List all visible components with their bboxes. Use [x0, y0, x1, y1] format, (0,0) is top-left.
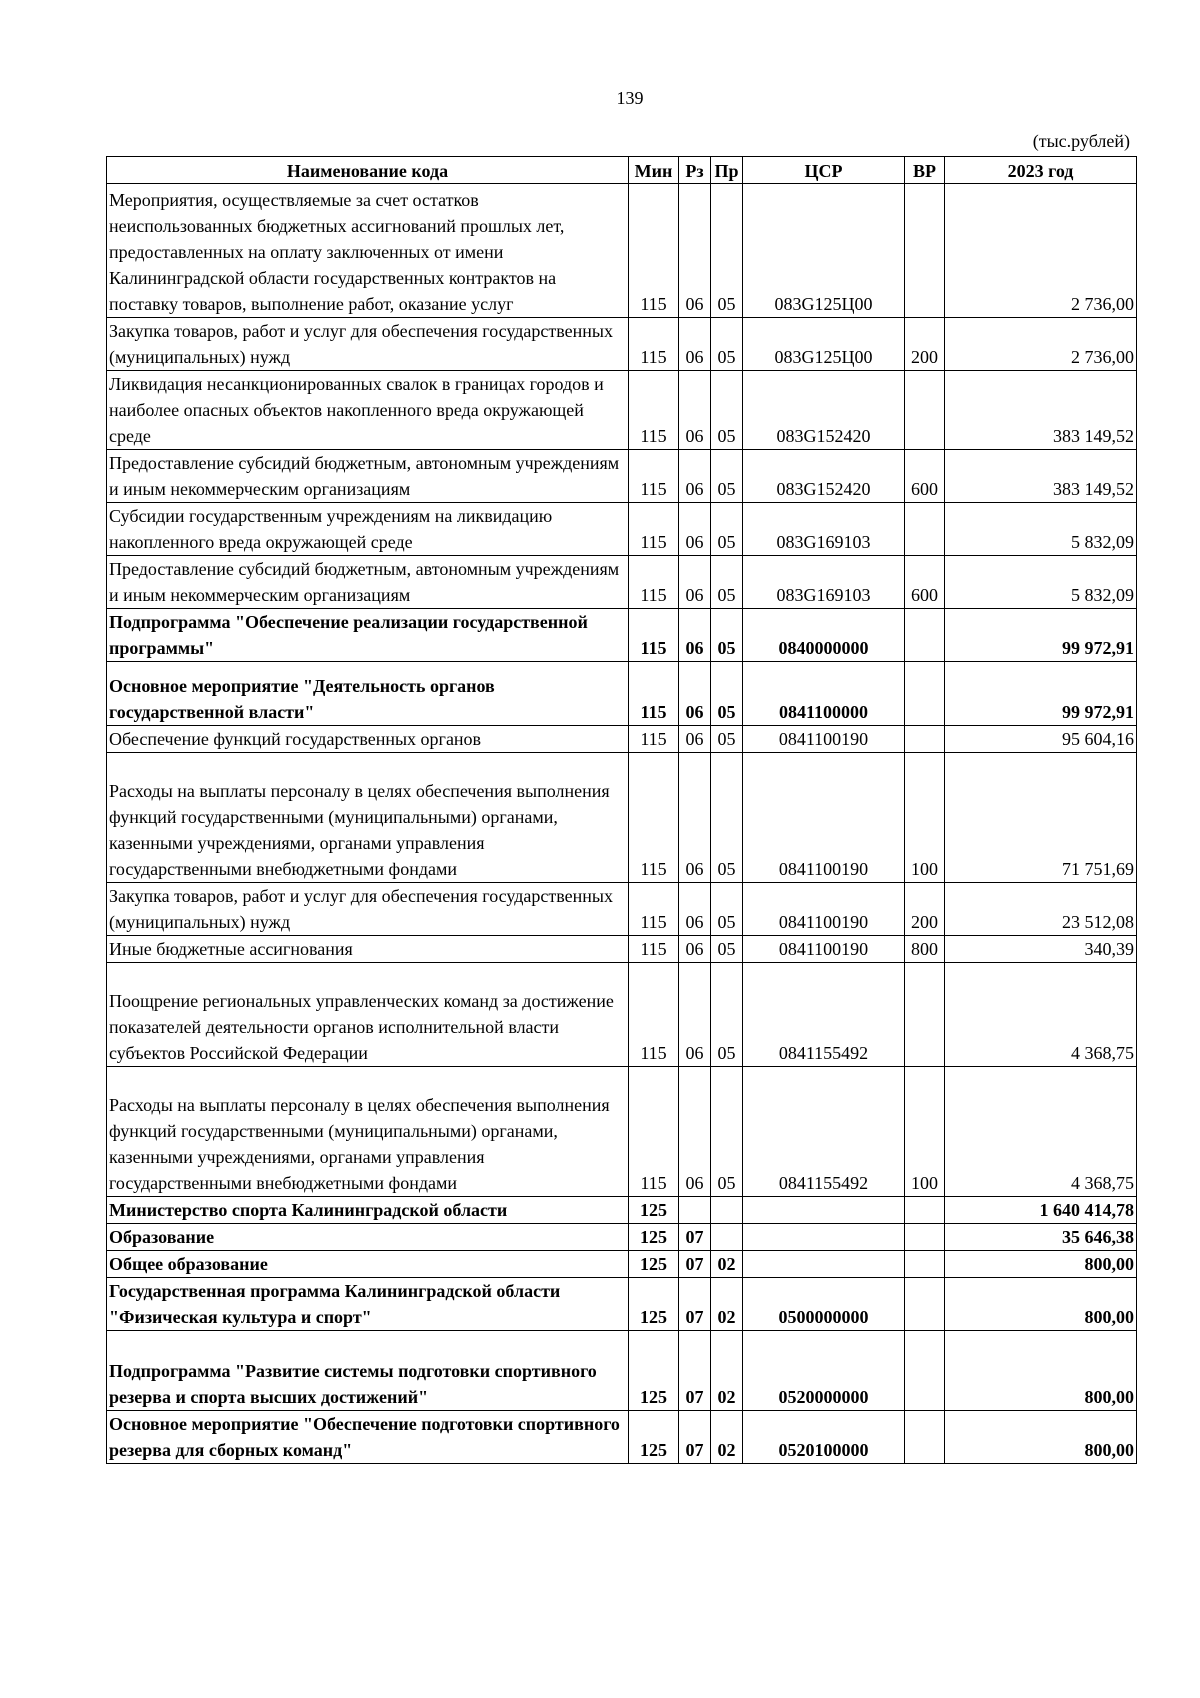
cell-min: 115 [629, 450, 679, 503]
cell-amount: 71 751,69 [945, 753, 1137, 883]
cell-rz: 06 [679, 753, 711, 883]
cell-amount: 340,39 [945, 936, 1137, 963]
cell-min: 115 [629, 662, 679, 726]
cell-rz: 06 [679, 371, 711, 450]
cell-csr: 0841100190 [743, 883, 905, 936]
cell-name: Общее образование [107, 1251, 629, 1278]
table-row [107, 662, 1137, 726]
cell-csr: 083G152420 [743, 371, 905, 450]
cell-rz: 07 [679, 1278, 711, 1331]
cell-csr: 0841100000 [743, 662, 905, 726]
cell-amount: 95 604,16 [945, 726, 1137, 753]
cell-csr: 083G169103 [743, 556, 905, 609]
table-row [107, 883, 1137, 936]
cell-csr: 0840000000 [743, 609, 905, 662]
cell-amount: 4 368,75 [945, 1067, 1137, 1197]
cell-vr [905, 1251, 945, 1278]
cell-vr [905, 1331, 945, 1411]
cell-csr [743, 1197, 905, 1224]
table-row [107, 753, 1137, 883]
cell-csr: 0500000000 [743, 1278, 905, 1331]
cell-csr: 083G125Ц00 [743, 184, 905, 318]
cell-min: 115 [629, 318, 679, 371]
cell-pr: 05 [711, 753, 743, 883]
table-row [107, 726, 1137, 753]
cell-rz: 06 [679, 662, 711, 726]
table-row [107, 963, 1137, 1067]
cell-name: Закупка товаров, работ и услуг для обеспечения государственных (муниципальных) нужд [107, 318, 629, 371]
cell-min: 125 [629, 1197, 679, 1224]
cell-vr: 100 [905, 753, 945, 883]
cell-min: 125 [629, 1331, 679, 1411]
cell-pr: 05 [711, 963, 743, 1067]
cell-csr: 0841155492 [743, 1067, 905, 1197]
cell-name: Поощрение региональных управленческих команд за достижение показателей деятельности органов исполнительной власти субъектов Российской Федерации [107, 963, 629, 1067]
cell-csr: 0520000000 [743, 1331, 905, 1411]
cell-name: Министерство спорта Калининградской области [107, 1197, 629, 1224]
header-year: 2023 год [945, 157, 1137, 184]
header-pr: Пр [711, 157, 743, 184]
cell-rz: 06 [679, 318, 711, 371]
cell-rz: 06 [679, 1067, 711, 1197]
cell-name: Образование [107, 1224, 629, 1251]
cell-amount: 383 149,52 [945, 371, 1137, 450]
cell-amount: 800,00 [945, 1411, 1137, 1464]
cell-amount: 800,00 [945, 1278, 1137, 1331]
units-label: (тыс.рублей) [1032, 131, 1130, 151]
table-row [107, 1224, 1137, 1251]
table-row [107, 936, 1137, 963]
cell-csr: 083G125Ц00 [743, 318, 905, 371]
cell-pr: 02 [711, 1331, 743, 1411]
cell-vr: 100 [905, 1067, 945, 1197]
header-name: Наименование кода [107, 157, 629, 184]
table-row [107, 609, 1137, 662]
cell-pr: 05 [711, 318, 743, 371]
cell-amount: 1 640 414,78 [945, 1197, 1137, 1224]
cell-rz: 06 [679, 936, 711, 963]
cell-pr: 02 [711, 1251, 743, 1278]
cell-csr [743, 1251, 905, 1278]
table-row [107, 1278, 1137, 1331]
cell-name: Закупка товаров, работ и услуг для обеспечения государственных (муниципальных) нужд [107, 883, 629, 936]
cell-vr [905, 1411, 945, 1464]
table-header-row [107, 157, 1137, 184]
cell-name: Предоставление субсидий бюджетным, автономным учреждениям и иным некоммерческим организациям [107, 556, 629, 609]
cell-min: 115 [629, 609, 679, 662]
cell-amount: 2 736,00 [945, 184, 1137, 318]
cell-amount: 23 512,08 [945, 883, 1137, 936]
header-min: Мин [629, 157, 679, 184]
cell-vr [905, 726, 945, 753]
cell-name: Подпрограмма "Развитие системы подготовки спортивного резерва и спорта высших достижений" [107, 1331, 629, 1411]
cell-pr: 05 [711, 184, 743, 318]
cell-min: 115 [629, 184, 679, 318]
cell-amount: 4 368,75 [945, 963, 1137, 1067]
table-row [107, 184, 1137, 318]
cell-pr [711, 1197, 743, 1224]
cell-amount: 35 646,38 [945, 1224, 1137, 1251]
table-row [107, 1197, 1137, 1224]
cell-name: Государственная программа Калининградской области "Физическая культура и спорт" [107, 1278, 629, 1331]
header-vr: ВР [905, 157, 945, 184]
cell-vr [905, 184, 945, 318]
cell-rz: 07 [679, 1331, 711, 1411]
cell-pr: 05 [711, 371, 743, 450]
cell-name: Мероприятия, осуществляемые за счет остатков неиспользованных бюджетных ассигнований прошлых лет, предоставленных на оплату заключенных от имени Калининградской области государственных контрактов на поставку товаров, выполнение работ, оказание услуг [107, 184, 629, 318]
cell-csr: 0841100190 [743, 936, 905, 963]
table-row [107, 503, 1137, 556]
table-row [107, 556, 1137, 609]
cell-rz: 06 [679, 963, 711, 1067]
cell-csr: 083G169103 [743, 503, 905, 556]
cell-name: Расходы на выплаты персоналу в целях обеспечения выполнения функций государственными (муниципальными) органами, казенными учреждениями, органами управления государственными внебюджетными фондами [107, 753, 629, 883]
cell-name: Расходы на выплаты персоналу в целях обеспечения выполнения функций государственными (муниципальными) органами, казенными учреждениями, органами управления государственными внебюджетными фондами [107, 1067, 629, 1197]
cell-vr: 600 [905, 450, 945, 503]
cell-rz: 07 [679, 1224, 711, 1251]
cell-vr [905, 1278, 945, 1331]
cell-vr: 800 [905, 936, 945, 963]
cell-csr: 0841100190 [743, 726, 905, 753]
cell-pr: 05 [711, 936, 743, 963]
cell-pr: 05 [711, 450, 743, 503]
cell-name: Иные бюджетные ассигнования [107, 936, 629, 963]
cell-rz: 06 [679, 556, 711, 609]
cell-pr: 02 [711, 1411, 743, 1464]
table-row [107, 1411, 1137, 1464]
cell-csr: 0841155492 [743, 963, 905, 1067]
cell-rz: 06 [679, 726, 711, 753]
page-number: 139 [616, 88, 644, 108]
cell-min: 115 [629, 936, 679, 963]
cell-vr: 200 [905, 318, 945, 371]
cell-vr [905, 609, 945, 662]
cell-name: Ликвидация несанкционированных свалок в границах городов и наиболее опасных объектов накопленного вреда окружающей среде [107, 371, 629, 450]
cell-csr: 0520100000 [743, 1411, 905, 1464]
cell-name: Основное мероприятие "Обеспечение подготовки спортивного резерва для сборных команд" [107, 1411, 629, 1464]
cell-rz: 07 [679, 1411, 711, 1464]
cell-min: 115 [629, 753, 679, 883]
cell-min: 115 [629, 503, 679, 556]
cell-min: 125 [629, 1278, 679, 1331]
cell-vr [905, 503, 945, 556]
cell-pr: 05 [711, 726, 743, 753]
cell-min: 115 [629, 371, 679, 450]
cell-amount: 5 832,09 [945, 556, 1137, 609]
cell-pr: 05 [711, 662, 743, 726]
cell-rz: 06 [679, 503, 711, 556]
cell-amount: 99 972,91 [945, 609, 1137, 662]
cell-pr: 05 [711, 883, 743, 936]
cell-min: 125 [629, 1251, 679, 1278]
cell-pr: 05 [711, 556, 743, 609]
cell-vr [905, 963, 945, 1067]
cell-min: 115 [629, 556, 679, 609]
cell-rz: 07 [679, 1251, 711, 1278]
cell-rz: 06 [679, 450, 711, 503]
cell-amount: 800,00 [945, 1331, 1137, 1411]
table-row [107, 371, 1137, 450]
cell-vr [905, 1197, 945, 1224]
cell-vr: 600 [905, 556, 945, 609]
cell-rz [679, 1197, 711, 1224]
cell-name: Субсидии государственным учреждениям на ликвидацию накопленного вреда окружающей среде [107, 503, 629, 556]
cell-name: Подпрограмма "Обеспечение реализации государственной программы" [107, 609, 629, 662]
table-row [107, 318, 1137, 371]
cell-min: 125 [629, 1224, 679, 1251]
cell-name: Основное мероприятие "Деятельность органов государственной власти" [107, 662, 629, 726]
header-rz: Рз [679, 157, 711, 184]
header-csr: ЦСР [743, 157, 905, 184]
cell-amount: 383 149,52 [945, 450, 1137, 503]
cell-min: 115 [629, 883, 679, 936]
cell-pr [711, 1224, 743, 1251]
cell-pr: 02 [711, 1278, 743, 1331]
table-row [107, 1331, 1137, 1411]
cell-min: 115 [629, 963, 679, 1067]
cell-min: 115 [629, 726, 679, 753]
cell-amount: 2 736,00 [945, 318, 1137, 371]
cell-vr [905, 662, 945, 726]
cell-rz: 06 [679, 184, 711, 318]
cell-vr [905, 1224, 945, 1251]
cell-vr [905, 371, 945, 450]
cell-csr: 083G152420 [743, 450, 905, 503]
cell-amount: 800,00 [945, 1251, 1137, 1278]
cell-pr: 05 [711, 609, 743, 662]
table-row [107, 450, 1137, 503]
cell-csr [743, 1224, 905, 1251]
table-row [107, 1067, 1137, 1197]
cell-min: 115 [629, 1067, 679, 1197]
cell-pr: 05 [711, 1067, 743, 1197]
cell-name: Обеспечение функций государственных органов [107, 726, 629, 753]
cell-min: 125 [629, 1411, 679, 1464]
cell-rz: 06 [679, 609, 711, 662]
cell-vr: 200 [905, 883, 945, 936]
cell-amount: 5 832,09 [945, 503, 1137, 556]
cell-name: Предоставление субсидий бюджетным, автономным учреждениям и иным некоммерческим организациям [107, 450, 629, 503]
cell-rz: 06 [679, 883, 711, 936]
cell-csr: 0841100190 [743, 753, 905, 883]
budget-table [106, 156, 1137, 1464]
table-row [107, 1251, 1137, 1278]
cell-pr: 05 [711, 503, 743, 556]
cell-amount: 99 972,91 [945, 662, 1137, 726]
